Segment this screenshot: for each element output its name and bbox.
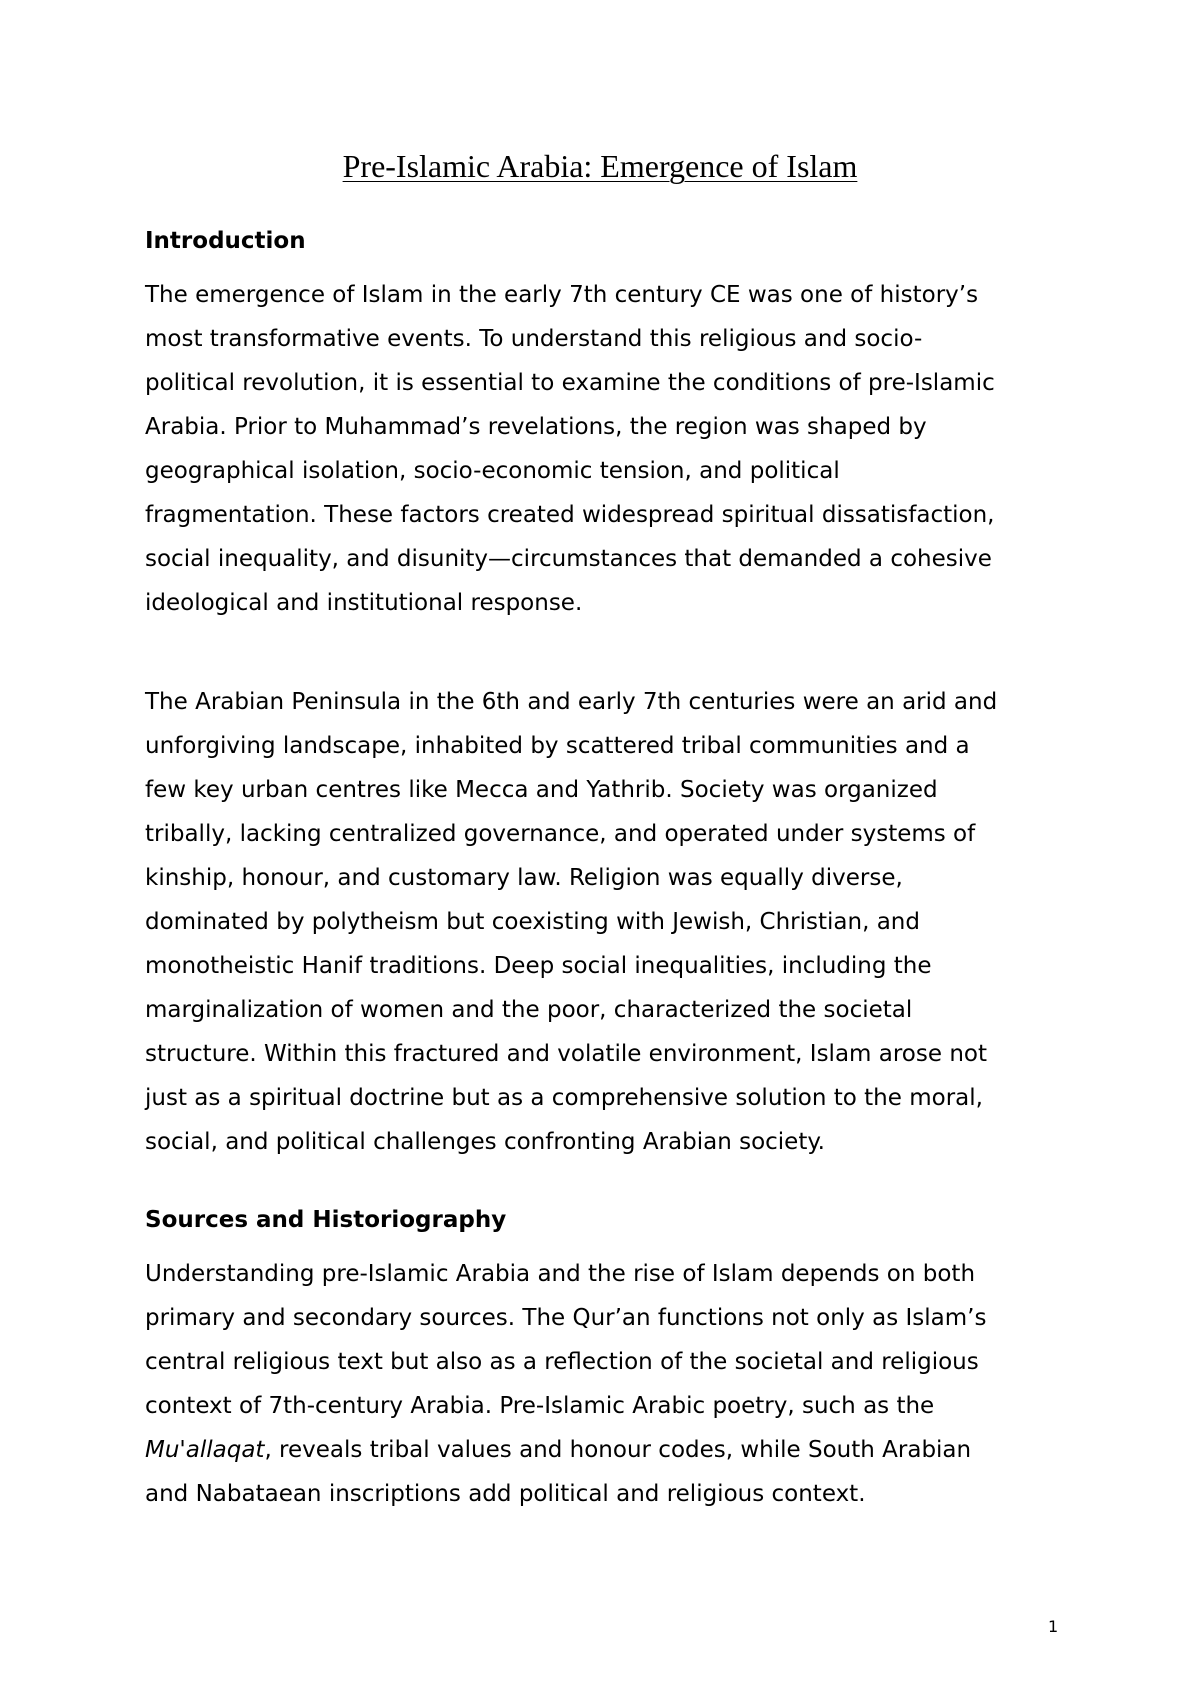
- italic-term: Mu'allaqat: [145, 1437, 265, 1463]
- text-line: primary and secondary sources. The Qur’an functions not only as Islam’s: [145, 1305, 987, 1331]
- text-line: ideological and institutional response.: [145, 590, 583, 616]
- paragraph-intro-2: [145, 680, 1075, 1164]
- text-line: few key urban centres like Mecca and Yathrib. Society was organized: [145, 777, 938, 803]
- text-line: unforgiving landscape, inhabited by scattered tribal communities and a: [145, 733, 970, 759]
- text-line: most transformative events. To understand this religious and socio-: [145, 326, 923, 352]
- text-line: structure. Within this fractured and volatile environment, Islam arose not: [145, 1041, 987, 1067]
- page-title: Pre-Islamic Arabia: Emergence of Islam: [342, 148, 858, 184]
- paragraph-intro-1: [145, 273, 1075, 625]
- page-number: 1: [1048, 1617, 1059, 1636]
- paragraph-sources-1: [145, 1252, 1075, 1516]
- text-line-mixed: [145, 1428, 1075, 1472]
- text-line: dominated by polytheism but coexisting with Jewish, Christian, and: [145, 909, 920, 935]
- text-line: social, and political challenges confronting Arabian society.: [145, 1129, 825, 1155]
- text-line: Arabia. Prior to Muhammad’s revelations, the region was shaped by: [145, 414, 927, 440]
- text-line: just as a spiritual doctrine but as a comprehensive solution to the moral,: [145, 1085, 983, 1111]
- text-line: The Arabian Peninsula in the 6th and early 7th centuries were an arid and: [145, 689, 998, 715]
- heading-sources: Sources and Historiography: [145, 1207, 507, 1233]
- text-line: fragmentation. These factors created widespread spiritual dissatisfaction,: [145, 502, 995, 528]
- text-line: kinship, honour, and customary law. Religion was equally diverse,: [145, 865, 903, 891]
- text-line: context of 7th-century Arabia. Pre-Islamic Arabic poetry, such as the: [145, 1393, 935, 1419]
- text-line: marginalization of women and the poor, characterized the societal: [145, 997, 913, 1023]
- text-line: geographical isolation, socio-economic tension, and political: [145, 458, 840, 484]
- text-line: tribally, lacking centralized governance, and operated under systems of: [145, 821, 976, 847]
- heading-introduction: Introduction: [145, 228, 306, 254]
- text-line: The emergence of Islam in the early 7th century CE was one of history’s: [145, 282, 979, 308]
- text-fragment: , reveals tribal values and honour codes, while South Arabian: [264, 1437, 972, 1463]
- text-line: central religious text but also as a reflection of the societal and religious: [145, 1349, 979, 1375]
- text-line: monotheistic Hanif traditions. Deep social inequalities, including the: [145, 953, 932, 979]
- text-line: social inequality, and disunity—circumstances that demanded a cohesive: [145, 546, 992, 572]
- text-line: Understanding pre-Islamic Arabia and the rise of Islam depends on both: [145, 1261, 976, 1287]
- text-line: political revolution, it is essential to examine the conditions of pre-Islamic: [145, 370, 995, 396]
- text-line: and Nabataean inscriptions add political and religious context.: [145, 1481, 866, 1507]
